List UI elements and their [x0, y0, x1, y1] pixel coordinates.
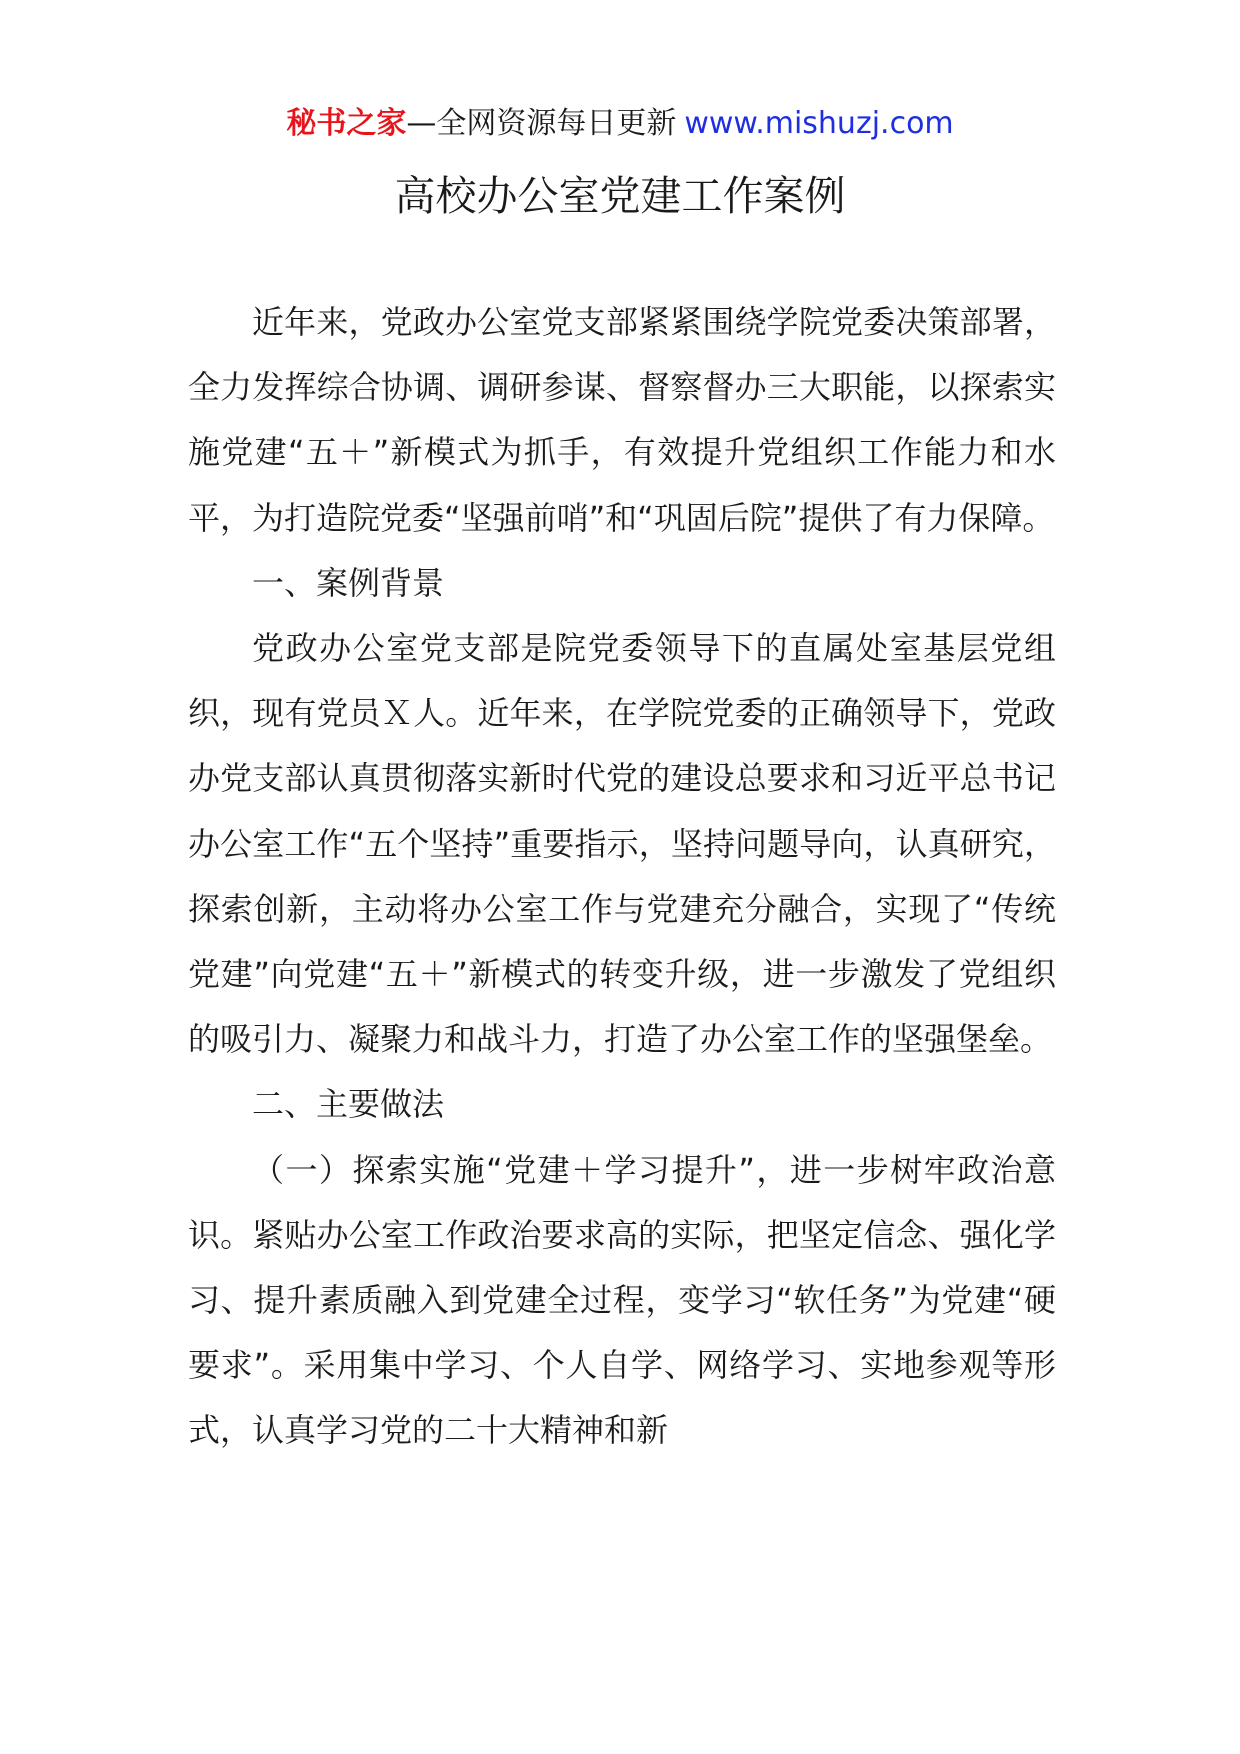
- section-heading-background: 一、案例背景: [252, 563, 445, 602]
- brand-name: 秘书之家: [286, 106, 407, 141]
- paragraph-practice-1: （一）探索实施“党建＋学习提升”，进一步树牢政治意识。紧贴办公室工作政治要求高的实际，把坚定信念、强化学习、提升素质融入到党建全过程，变学习“软任务”为党建“硬要求”。采用集中学习、个人自学、网络学习、实地参观等形式，认真学习党的二十大精神和新: [188, 1150, 1056, 1450]
- site-header: [0, 100, 1240, 148]
- paragraph-background: 党政办公室党支部是院党委领导下的直属处室基层党组织，现有党员Ｘ人。近年来，在学院党委的正确领导下，党政办党支部认真贯彻落实新时代党的建设总要求和习近平总书记办公室工作“五个坚持”重要指示，坚持问题导向，认真研究，探索创新，主动将办公室工作与党建充分融合，实现了“传统党建”向党建“五＋”新模式的转变升级，进一步激发了党组织的吸引力、凝聚力和战斗力，打造了办公室工作的坚强堡垒。: [188, 629, 1056, 1059]
- paragraph-intro: 近年来，党政办公室党支部紧紧围绕学院党委决策部署，全力发挥综合协调、调研参谋、督察督办三大职能，以探索实施党建“五＋”新模式为抓手，有效提升党组织工作能力和水平，为打造院党委“坚强前哨”和“巩固后院”提供了有力保障。: [188, 303, 1056, 537]
- document-body: [188, 290, 1056, 1464]
- header-slogan: —全网资源每日更新: [406, 106, 677, 141]
- section-heading-practices: 二、主要做法: [252, 1085, 445, 1124]
- site-url-link[interactable]: www.mishuzj.com: [684, 106, 954, 141]
- document-title: 高校办公室党建工作案例: [394, 172, 846, 220]
